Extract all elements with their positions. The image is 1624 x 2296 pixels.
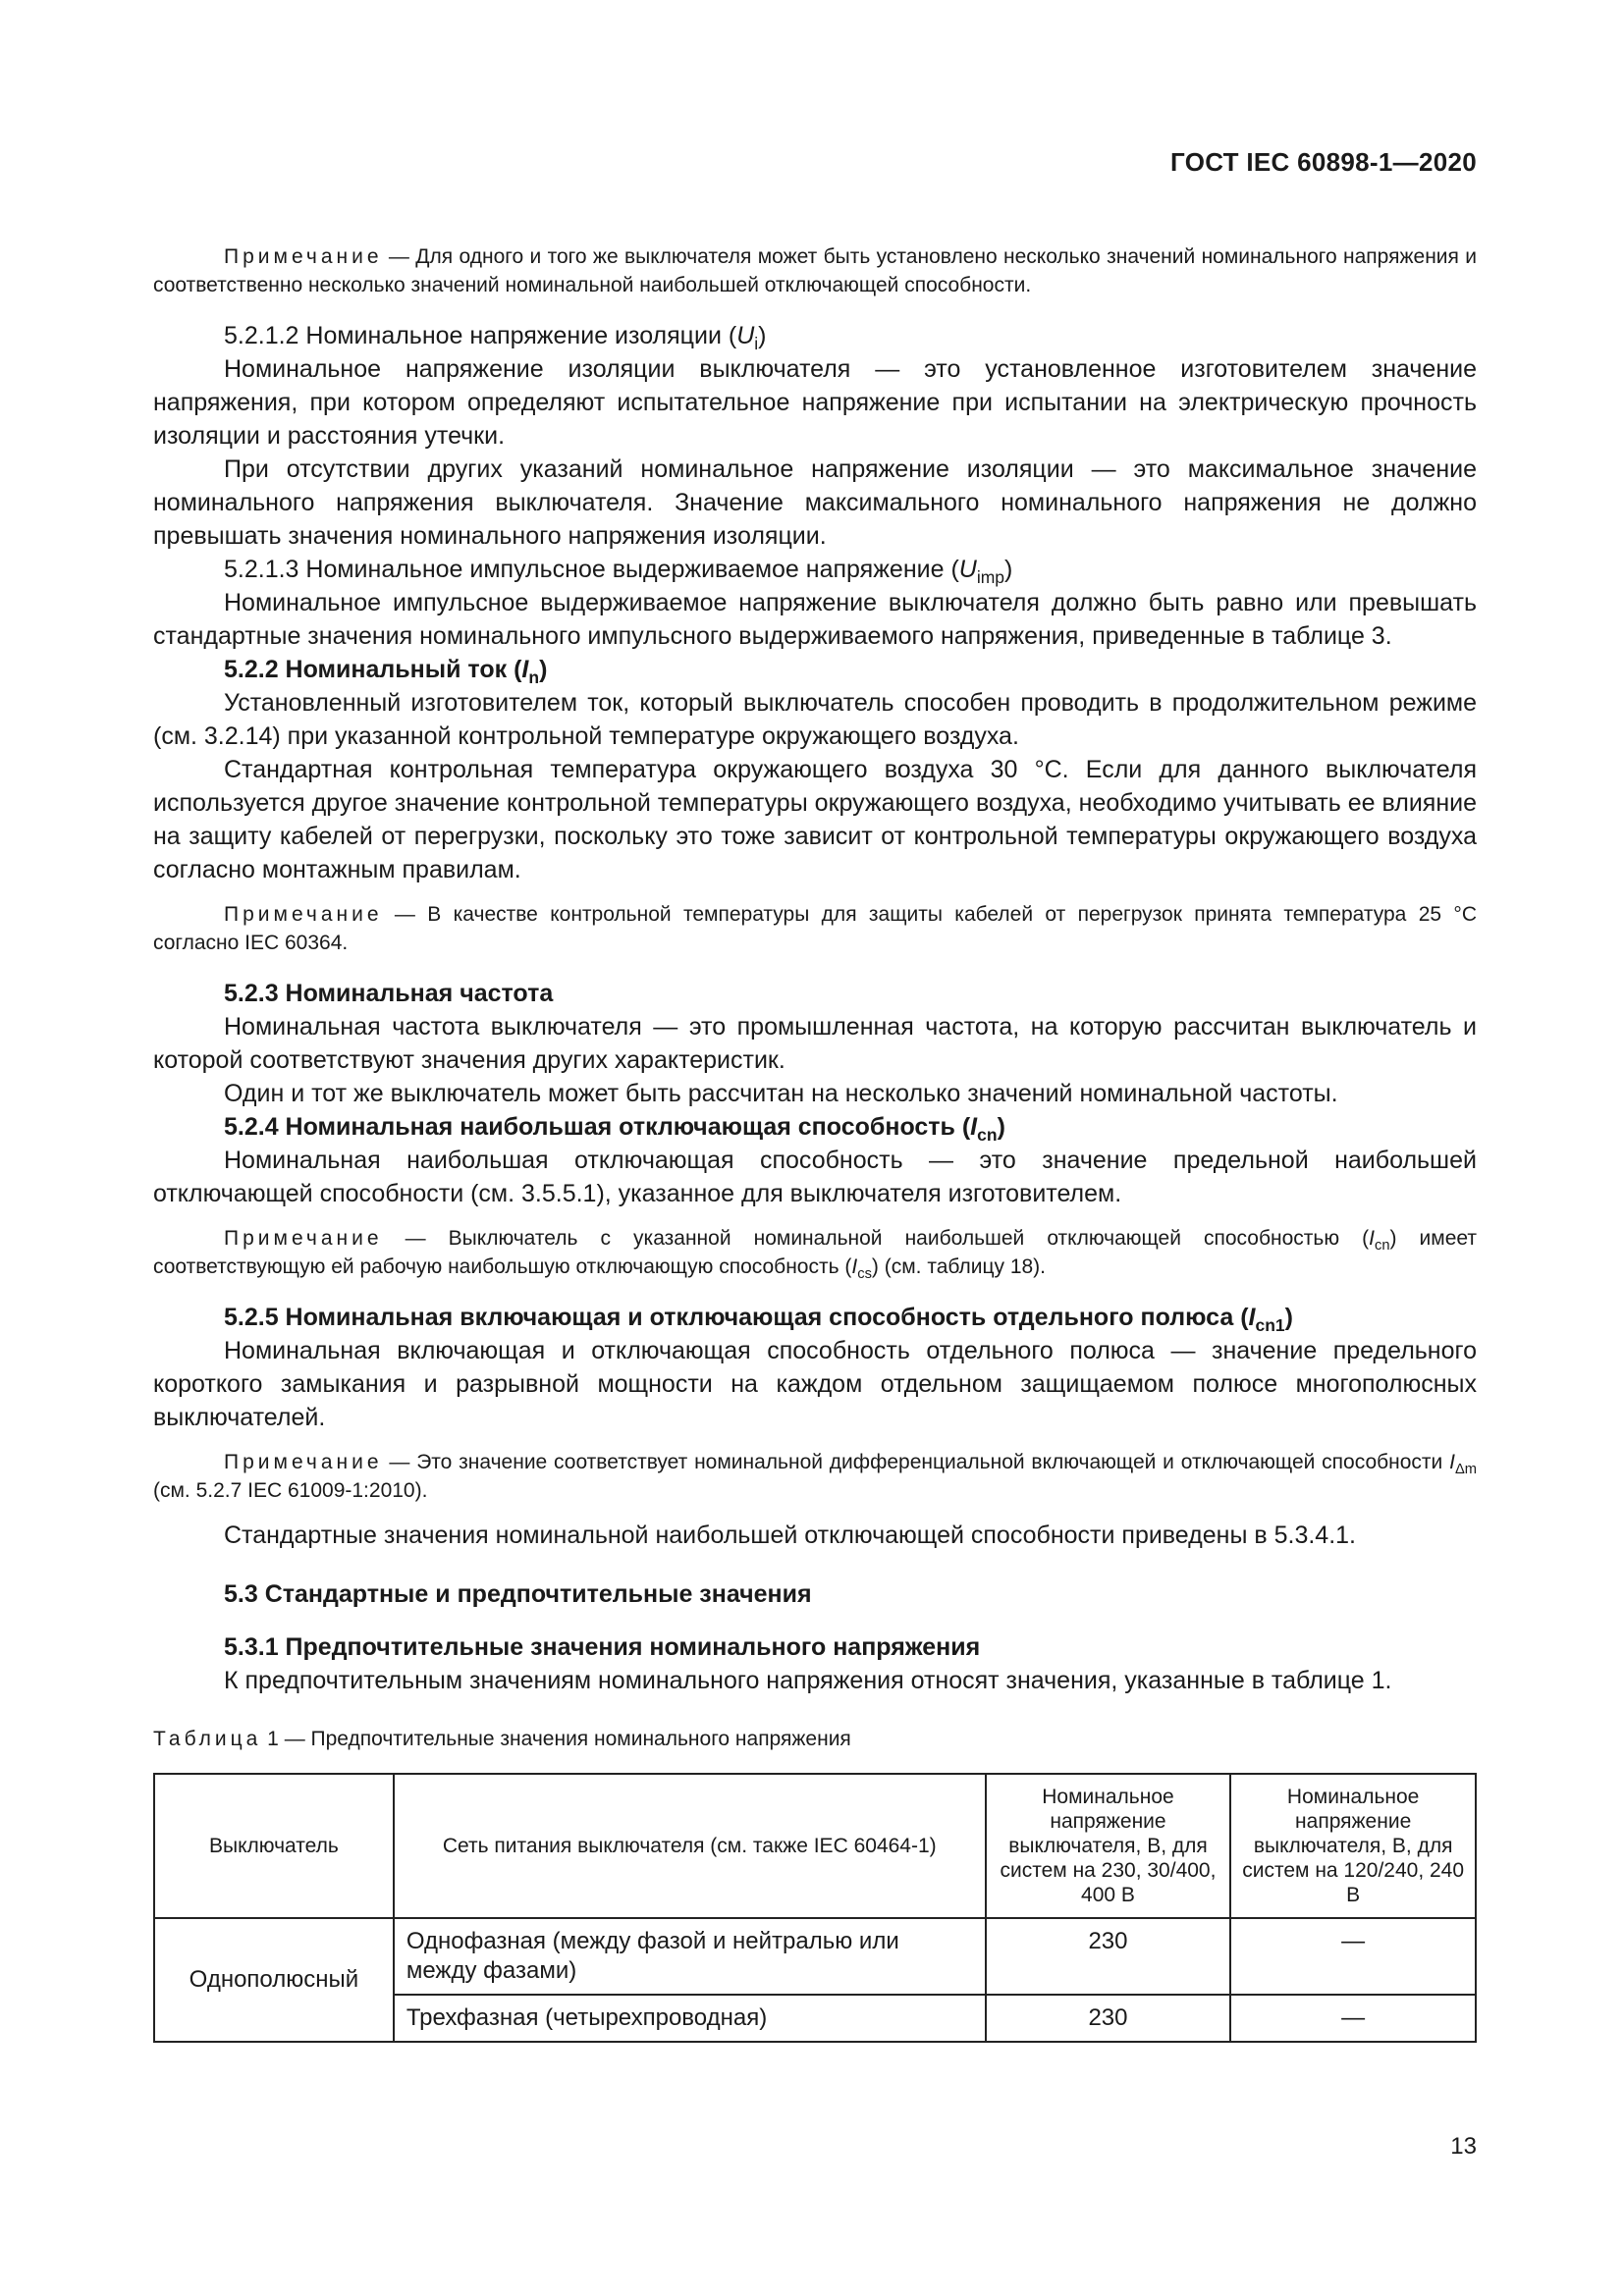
paragraph-impulse-voltage: Номинальное импульсное выдерживаемое напряжение выключателя должно быть равно или превышать стандартные значения номинального импульсного выдерживаемого напряжения, приведенные в таблице 3. [153, 589, 1477, 650]
paragraph-preferred-voltages: К предпочтительным значениям номинального напряжения относят значения, указанные в таблице 1. [224, 1667, 1392, 1694]
header-voltage-120: Номинальное напряжение выключателя, В, для систем на 120/240, 240 В [1230, 1774, 1476, 1918]
cell-voltage-120: — [1230, 1918, 1476, 1995]
cell-voltage-230: 230 [986, 1918, 1231, 1995]
section-5-2-5-title: 5.2.5 Номинальная включающая и отключающая способность отдельного полюса $(I_{cn1})$ [224, 1304, 1293, 1335]
note-service-breaking-capacity: Примечание — Выключатель с указанной номинальной наибольшей отключающей способностью $(I_{cn})$ имеет соответствующую ей рабочую наибольшую отключающую способность $(I_{cs})$ (см. таблицу 18). [153, 1227, 1477, 1283]
header-breaker: Выключатель [154, 1774, 394, 1918]
cell-network: Трехфазная (четырехпроводная) [394, 1995, 986, 2042]
paragraph-insulation-voltage-definition: Номинальное напряжение изоляции выключателя — это установленное изготовителем значение напряжения, при котором определяют испытательное напряжение при испытании на электрическую прочность изоляции и расстояния утечки. [153, 355, 1477, 450]
document-id-header: ГОСТ IEC 60898-1—2020 [1170, 147, 1477, 177]
paragraph-reference-temperature: Стандартная контрольная температура окружающего воздуха 30 °С. Если для данного выключателя используется другое значение контрольной температуры окружающего воздуха, необходимо учитывать ее влияние на защиту кабелей от перегрузки, поскольку это тоже зависит от контрольной температуры окружающего воздуха согласно монтажным правилам. [153, 756, 1477, 883]
paragraph-multiple-frequencies: Один и тот же выключатель может быть рассчитан на несколько значений номинальной частоты. [224, 1080, 1338, 1107]
page-number: 13 [1450, 2133, 1477, 2160]
paragraph-insulation-voltage-default: При отсутствии других указаний номинальное напряжение изоляции — это максимальное значение номинального напряжения выключателя. Значение максимального номинального напряжения не должно превышать значения номинального напряжения изоляции. [153, 455, 1477, 550]
header-voltage-230: Номинальное напряжение выключателя, В, для систем на 230, 30/400, 400 В [986, 1774, 1231, 1918]
paragraph-rated-frequency: Номинальная частота выключателя — это промышленная частота, на которую рассчитан выключатель и которой соответствуют значения других характеристик. [153, 1013, 1477, 1074]
cell-voltage-120: — [1230, 1995, 1476, 2042]
section-5-3-1-title: 5.3.1 Предпочтительные значения номинального напряжения [224, 1633, 981, 1661]
note-cable-temperature: Примечание — В качестве контрольной температуры для защиты кабелей от перегрузок принята температура 25 °С согласно IEC 60364. [153, 903, 1477, 954]
header-network: Сеть питания выключателя (см. также IEC 60464-1) [394, 1774, 986, 1918]
table-header-row [154, 1774, 1476, 1918]
section-5-3-title: 5.3 Стандартные и предпочтительные значения [224, 1580, 812, 1608]
section-5-2-1-3-title: 5.2.1.3 Номинальное импульсное выдерживаемое напряжение $(U_{imp})$ [224, 556, 1013, 587]
table-1-preferred-voltages [153, 1773, 1477, 2043]
table-row [154, 1918, 1476, 1995]
paragraph-standard-values-reference: Стандартные значения номинальной наибольшей отключающей способности приведены в 5.3.4.1. [224, 1522, 1357, 1549]
section-5-2-2-title: 5.2.2 Номинальный ток $(I_n)$ [224, 656, 548, 687]
paragraph-rated-current: Установленный изготовителем ток, который выключатель способен проводить в продолжительном режиме (см. 3.2.14) при указанной контрольной температуре окружающего воздуха. [153, 689, 1477, 750]
paragraph-single-pole-capacity: Номинальная включающая и отключающая способность отдельного полюса — значение предельного короткого замыкания и разрывной мощности на каждом отдельном защищаемом полюсе многополюсных выключателей. [153, 1337, 1477, 1431]
section-5-2-3-title: 5.2.3 Номинальная частота [224, 980, 554, 1007]
section-5-2-1-2-title: 5.2.1.2 Номинальное напряжение изоляции $(U_i)$ [224, 322, 767, 353]
note-multiple-voltages: Примечание — Для одного и того же выключателя может быть установлено несколько значений номинального напряжения и соответственно несколько значений номинальной наибольшей отключающей способности. [153, 245, 1477, 296]
cell-network: Однофазная (между фазой и нейтралью или между фазами) [394, 1918, 986, 1995]
row-group-single-pole: Однополюсный [154, 1918, 394, 2042]
cell-voltage-230: 230 [986, 1995, 1231, 2042]
paragraph-breaking-capacity: Номинальная наибольшая отключающая способность — это значение предельной наибольшей отключающей способности (см. 3.5.5.1), указанное для выключателя изготовителем. [153, 1147, 1477, 1207]
note-residual-capacity: Примечание — Это значение соответствует номинальной дифференциальной включающей и отключающей способности $I_{\Delta m}$ (см. 5.2.7 IEC 61009-1:2010). [153, 1451, 1477, 1502]
table-1-caption: Таблица 1 — Предпочтительные значения номинального напряжения [153, 1728, 851, 1750]
section-5-2-4-title: 5.2.4 Номинальная наибольшая отключающая способность $(I_{cn})$ [224, 1113, 1005, 1145]
